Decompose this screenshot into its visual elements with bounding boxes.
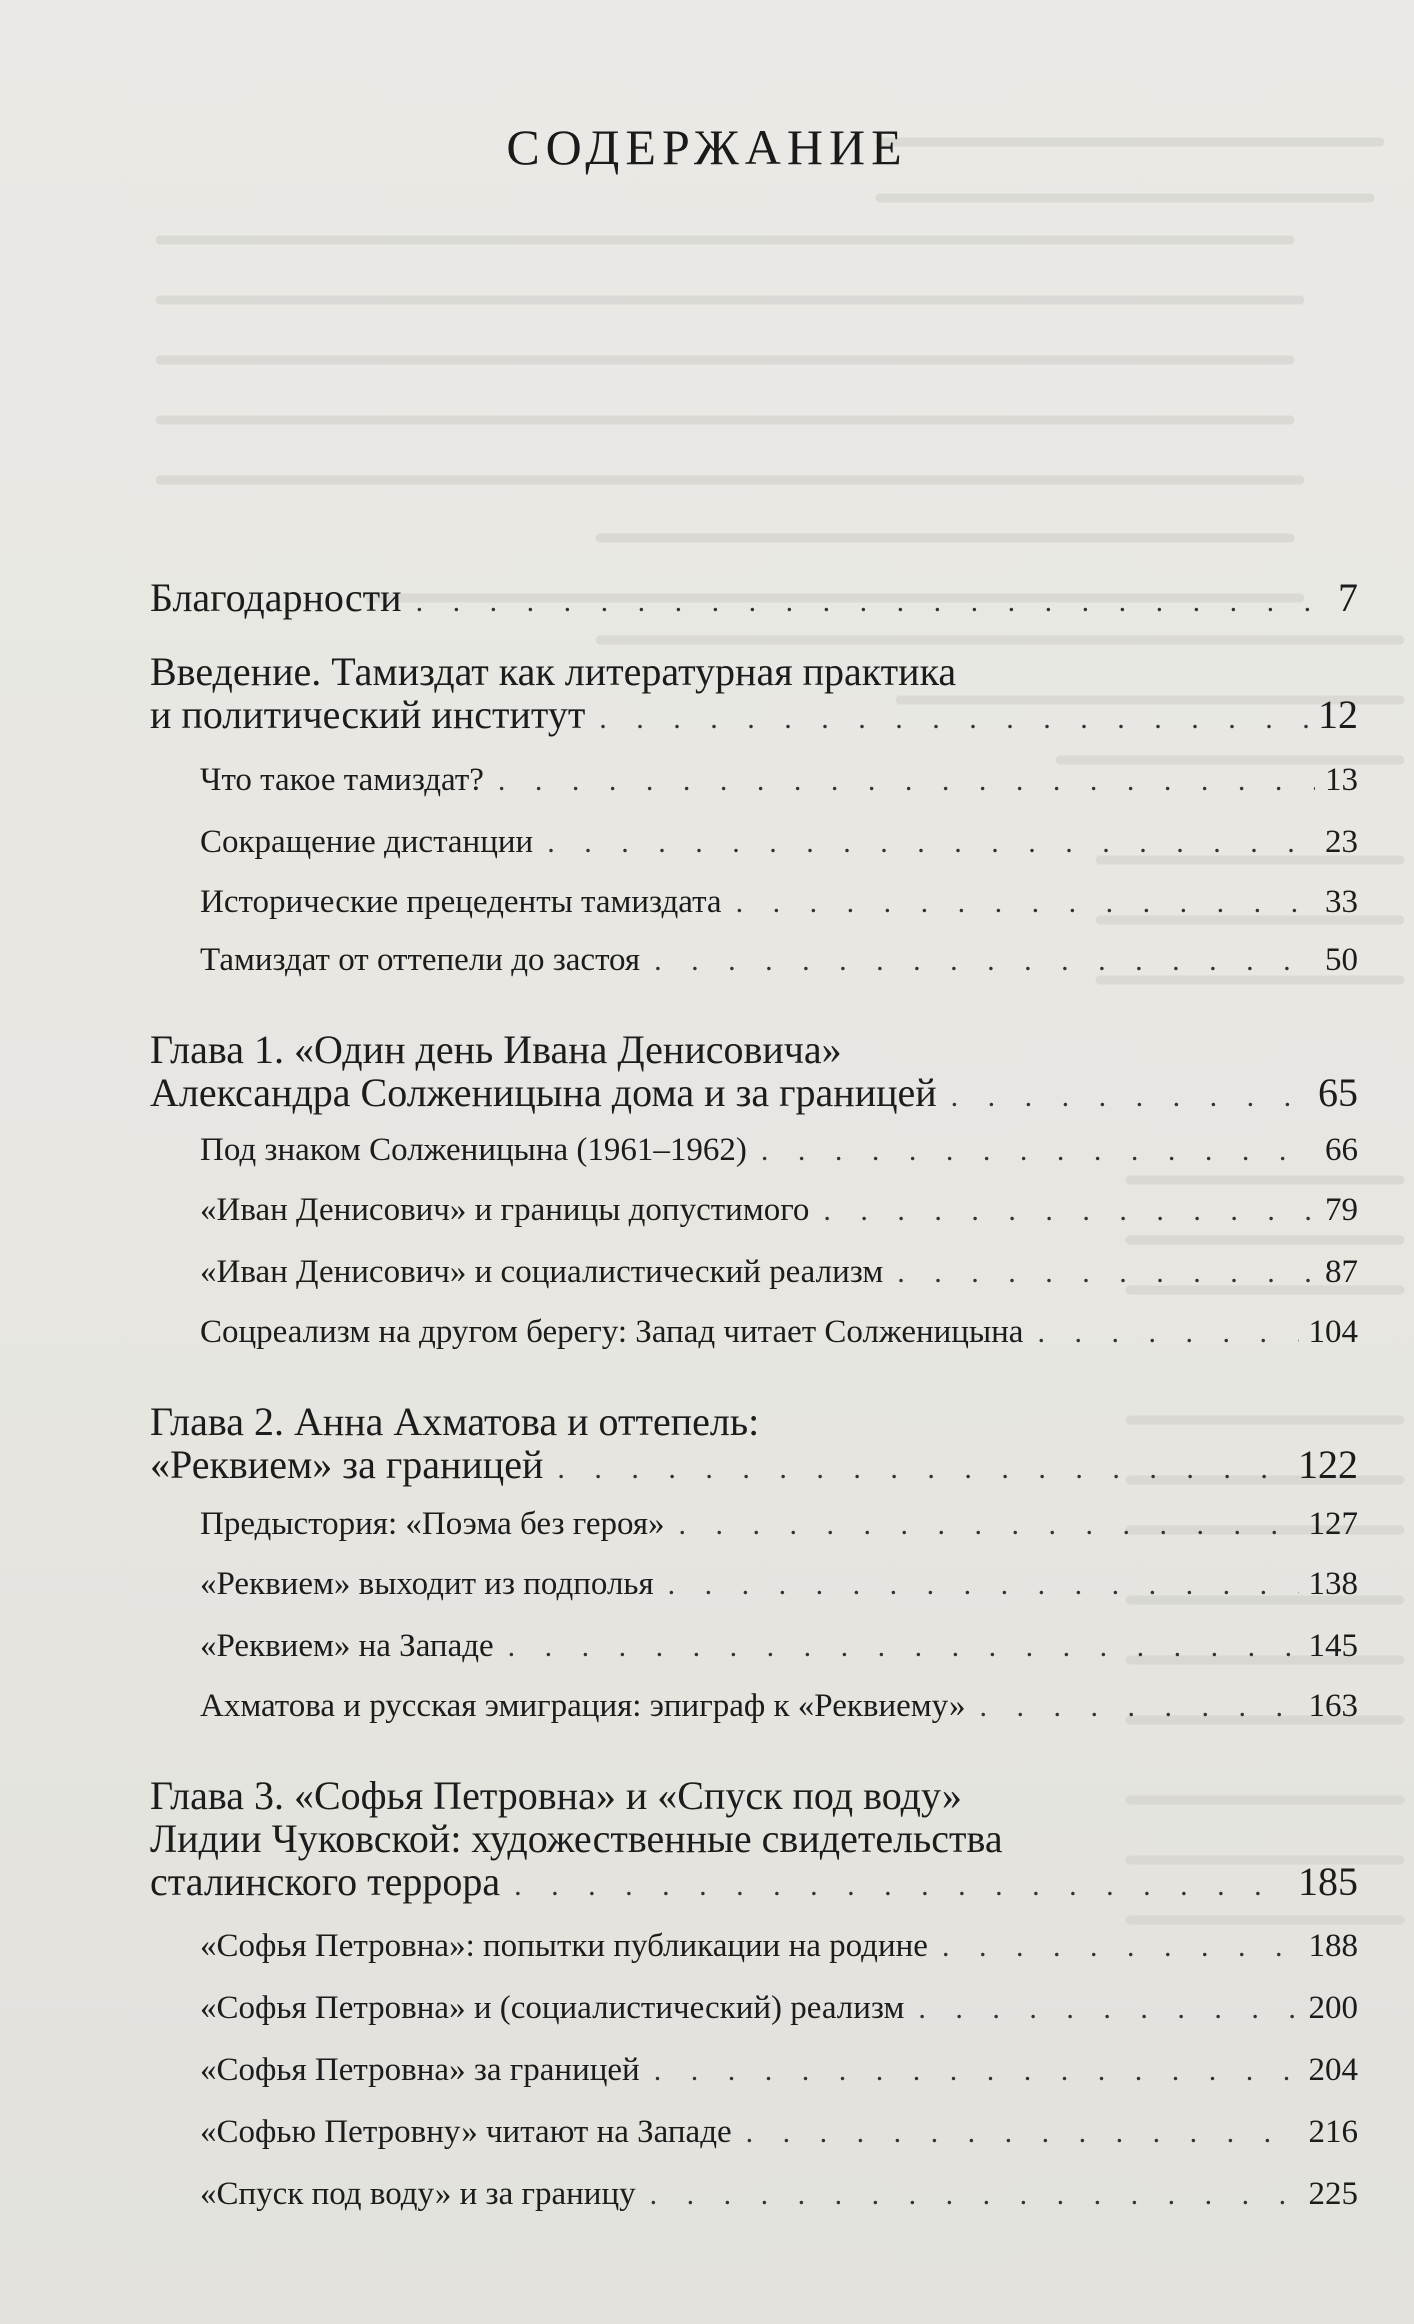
toc-entry-title: Глава 2. Анна Ахматова и оттепель: — [150, 1399, 760, 1444]
dot-leader — [654, 2051, 1299, 2091]
toc-entry-line — [200, 1190, 1358, 1231]
toc-page-number: 188 — [1308, 1928, 1358, 1964]
toc-entry-title: Глава 1. «Один день Ивана Денисовича» — [150, 1027, 842, 1072]
toc-entry-title: «Иван Денисович» и социалистический реализм — [200, 1254, 884, 1290]
dot-leader — [668, 1565, 1299, 1605]
toc-entry-line — [200, 1926, 1358, 1967]
toc-page-number: 204 — [1308, 2052, 1358, 2088]
dot-leader — [942, 1927, 1299, 1967]
toc-entry-title: Ахматова и русская эмиграция: эпиграф к «Реквиему» — [200, 1688, 966, 1724]
toc-entry-title: «Софья Петровна» за границей — [200, 2052, 640, 2088]
toc-section-entry[interactable] — [200, 1504, 1358, 1545]
toc-entry-title: Благодарности — [150, 575, 402, 620]
toc-entry-line — [200, 1564, 1358, 1605]
toc-entry-line — [200, 822, 1358, 863]
toc-chapter-entry[interactable] — [150, 1774, 1358, 1907]
toc-entry-line — [200, 882, 1358, 923]
toc-section-entry[interactable] — [200, 882, 1358, 923]
toc-entry-title: Введение. Тамиздат как литературная практика — [150, 649, 957, 694]
toc-page-number: 12 — [1318, 692, 1358, 737]
toc-entry-line — [200, 1626, 1358, 1667]
toc-page-number: 79 — [1325, 1192, 1358, 1228]
toc-section-entry[interactable] — [200, 822, 1358, 863]
dot-leader — [557, 1447, 1288, 1490]
toc-page-number: 33 — [1325, 884, 1358, 920]
toc-section-entry[interactable] — [200, 1130, 1358, 1171]
toc-section-entry[interactable] — [200, 2112, 1358, 2153]
toc-entry-line — [200, 2112, 1358, 2153]
toc-entry-title: Исторические прецеденты тамиздата — [200, 884, 722, 920]
toc-entry-title: Александра Солженицына дома и за границей — [150, 1070, 937, 1115]
dot-leader — [650, 2175, 1299, 2215]
toc-entry-title: Под знаком Солженицына (1961–1962) — [200, 1132, 747, 1168]
toc-page-number: 65 — [1318, 1070, 1358, 1115]
toc-entry-title: «Реквием» за границей — [150, 1442, 544, 1487]
toc-entry-line — [200, 1252, 1358, 1293]
toc-section-entry[interactable] — [200, 1312, 1358, 1353]
toc-section-entry[interactable] — [200, 1252, 1358, 1293]
toc-entry-line — [200, 1504, 1358, 1545]
toc-entry-line — [150, 1400, 1358, 1443]
toc-chapter-entry[interactable] — [150, 1400, 1358, 1490]
toc-chapter-entry[interactable] — [150, 576, 1358, 623]
toc-section-entry[interactable] — [200, 1564, 1358, 1605]
dot-leader — [897, 1253, 1315, 1293]
toc-entry-line — [150, 1028, 1358, 1071]
toc-page-number: 138 — [1308, 1566, 1358, 1602]
toc-entry-line — [200, 1312, 1358, 1353]
toc-entry-line — [150, 1860, 1358, 1907]
toc-entry-line — [200, 1130, 1358, 1171]
toc-entry-title: «Иван Денисович» и границы допустимого — [200, 1192, 810, 1228]
toc-page-number: 23 — [1325, 824, 1358, 860]
toc-page-number: 200 — [1308, 1990, 1358, 2026]
toc-section-entry[interactable] — [200, 2174, 1358, 2215]
toc-entry-line — [200, 1686, 1358, 1727]
dot-leader — [746, 2113, 1299, 2153]
toc-entry-title: сталинского террора — [150, 1859, 501, 1904]
dot-leader — [951, 1075, 1308, 1118]
toc-entry-line — [200, 2050, 1358, 2091]
dot-leader — [514, 1864, 1288, 1907]
toc-page-number: 66 — [1325, 1132, 1358, 1168]
dot-leader — [654, 941, 1315, 981]
toc-section-entry[interactable] — [200, 940, 1358, 981]
toc-page-number: 225 — [1308, 2176, 1358, 2212]
toc-page-number: 7 — [1338, 575, 1358, 620]
toc-entry-title: Тамиздат от оттепели до застоя — [200, 942, 641, 978]
toc-entry-line — [150, 1071, 1358, 1118]
dot-leader — [918, 1989, 1298, 2029]
toc-entry-title: Сокращение дистанции — [200, 824, 534, 860]
page-title: СОДЕРЖАНИЕ — [506, 119, 908, 175]
toc-entry-title: Лидии Чуковской: художественные свидетельства — [150, 1816, 1003, 1861]
toc-entry-title: «Софью Петровну» читают на Западе — [200, 2114, 732, 2150]
toc-section-entry[interactable] — [200, 1190, 1358, 1231]
dot-leader — [498, 761, 1315, 801]
toc-entry-line — [150, 576, 1358, 623]
toc-entry-line — [200, 1988, 1358, 2029]
toc-entry-line — [150, 1774, 1358, 1817]
toc-section-entry[interactable] — [200, 1926, 1358, 1967]
toc-page-number: 163 — [1308, 1688, 1358, 1724]
toc-page-number: 50 — [1325, 942, 1358, 978]
toc-page-number: 145 — [1308, 1628, 1358, 1664]
toc-entry-line — [150, 693, 1358, 740]
toc-section-entry[interactable] — [200, 1626, 1358, 1667]
dot-leader — [679, 1505, 1299, 1545]
toc-entry-line — [200, 2174, 1358, 2215]
toc-page-number: 122 — [1298, 1442, 1358, 1487]
dot-leader — [761, 1131, 1315, 1171]
toc-entry-title: «Софья Петровна»: попытки публикации на родине — [200, 1928, 928, 1964]
toc-entry-title: «Реквием» выходит из подполья — [200, 1566, 654, 1602]
dot-leader — [547, 823, 1315, 863]
toc-page-number: 185 — [1298, 1859, 1358, 1904]
dot-leader — [599, 697, 1308, 740]
toc-section-entry[interactable] — [200, 2050, 1358, 2091]
toc-entry-title: «Софья Петровна» и (социалистический) реализм — [200, 1990, 905, 2026]
toc-entry-title: и политический институт — [150, 692, 586, 737]
toc-entry-line — [200, 940, 1358, 981]
dot-leader — [823, 1191, 1315, 1231]
toc-section-entry[interactable] — [200, 1686, 1358, 1727]
toc-entry-line — [150, 1443, 1358, 1490]
toc-entry-title: «Реквием» на Западе — [200, 1628, 494, 1664]
dot-leader — [508, 1627, 1299, 1667]
toc-entry-title: Предыстория: «Поэма без героя» — [200, 1506, 665, 1542]
toc-entry-line — [200, 760, 1358, 801]
dot-leader — [979, 1687, 1298, 1727]
toc-section-entry[interactable] — [200, 760, 1358, 801]
toc-page-number: 13 — [1325, 762, 1358, 798]
dot-leader — [1037, 1313, 1298, 1353]
toc-page-number: 104 — [1308, 1314, 1358, 1350]
toc-entry-title: Что такое тамиздат? — [200, 762, 484, 798]
toc-entry-title: «Спуск под воду» и за границу — [200, 2176, 636, 2212]
toc-chapter-entry[interactable] — [150, 1028, 1358, 1118]
toc-section-entry[interactable] — [200, 1988, 1358, 2029]
toc-entry-line — [150, 650, 1358, 693]
dot-leader — [416, 580, 1328, 623]
dot-leader — [736, 883, 1315, 923]
toc-page-number: 216 — [1308, 2114, 1358, 2150]
toc-entry-title: Глава 3. «Софья Петровна» и «Спуск под воду» — [150, 1773, 962, 1818]
toc-page-number: 127 — [1308, 1506, 1358, 1542]
toc-entry-line — [150, 1817, 1358, 1860]
toc-page-number: 87 — [1325, 1254, 1358, 1290]
toc-entry-title: Соцреализм на другом берегу: Запад читает Солженицына — [200, 1314, 1024, 1350]
toc-chapter-entry[interactable] — [150, 650, 1358, 740]
